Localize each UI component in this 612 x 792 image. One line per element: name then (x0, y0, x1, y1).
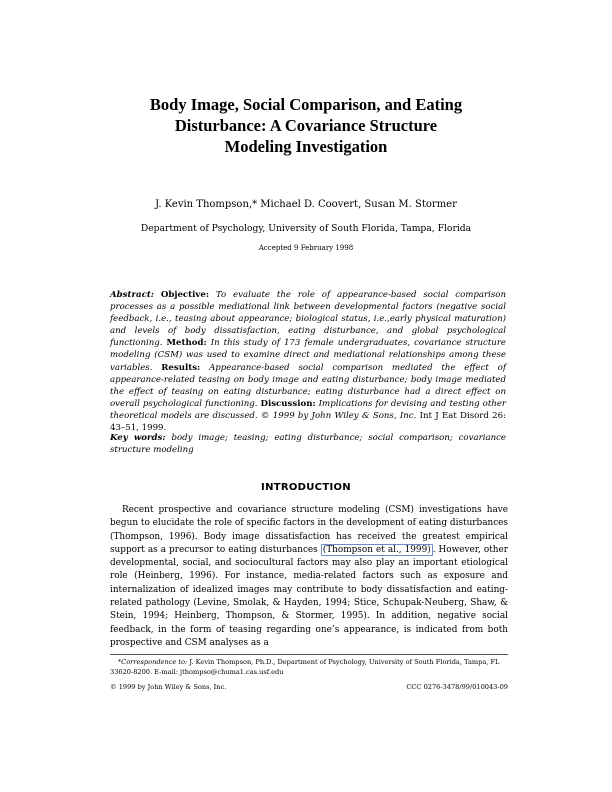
abstract-label: Abstract: (110, 290, 154, 300)
method-label: Method: (166, 338, 207, 349)
copyright-notice: © 1999 by John Wiley & Sons, Inc. (110, 683, 227, 691)
correspondence-footnote (110, 657, 508, 677)
keywords-text: body image; teasing; eating disturbance; social comparison; covariance structure modeling (110, 433, 507, 456)
journal-citation: Int J Eat Disord 26: 43–51, 1999. (110, 410, 506, 434)
discussion-text: Implications for devising and testing other theoretical models are discussed. © 1999 by John Wiley & Sons, Inc. (110, 398, 507, 421)
discussion-label: Discussion: (260, 398, 316, 409)
title-line: Disturbance: A Covariance Structure (174, 116, 438, 135)
keywords (110, 432, 506, 456)
correspondence-label: *Correspondence to: (118, 658, 188, 666)
reference-link[interactable]: (Thompson et al., 1999) (322, 544, 431, 555)
ccc-code: CCC 0276-3478/99/010043-09 (406, 683, 508, 691)
objective-label: Objective: (160, 290, 210, 300)
intro-text: . However, other developmental, social, and sociocultural factors may also play an important etiological role (Heinberg, 1996). For instance, media-related factors such as exposure and internalization of idealized images may contribute to body dissatisfaction and eating-related pathology (Levine, Smolak, & Hayden, 1994; Stice, Schupak-Neuberg, Shaw, & Stein, 1994; Heinberg, Thompson, & Stormer, 1995). In addition, negative social feedback, in the form of teasing regarding one’s appearance, is indicated from both prospective and CSM analyses as a (110, 544, 508, 648)
accepted-date: Accepted 9 February 1998 (258, 244, 354, 252)
method-text: In this study of 173 female undergraduates, covariance structure modeling (CSM) was used to examine direct and mediational relationships among these variables. (110, 338, 507, 373)
keywords-label: Key words: (110, 433, 166, 443)
correspondence-text: J. Kevin Thompson, Ph.D., Department of Psychology, University of South Florida, Tampa, FL 33620-8200. E-mail: jthompso@chuma1.cas.usf.edu (110, 658, 500, 676)
title-line: Body Image, Social Comparison, and Eating (149, 95, 463, 114)
intro-text: Recent prospective and covariance structure modeling (CSM) investigations have begun to elucidate the role of specific factors in the development of eating disturbances (Thompson, 1996). Body image dissatisfaction has received the greatest empirical support as a precursor to eating disturbances (110, 505, 508, 555)
article-title (60, 94, 552, 157)
abstract (110, 289, 506, 434)
section-heading: INTRODUCTION (261, 482, 351, 493)
author-affiliation: Department of Psychology, University of South Florida, Tampa, Florida (140, 223, 472, 234)
results-text: Appearance-based social comparison mediated the effect of appearance-related teasing on body image and eating disturbance; body image mediated the effect of teasing on eating disturbance; eating disturbance had a direct effect on overall psychological functioning. (110, 362, 507, 409)
introduction-paragraph (110, 504, 508, 650)
results-label: Results: (161, 362, 201, 373)
author-list: J. Kevin Thompson,* Michael D. Coovert, Susan M. Stormer (155, 199, 457, 210)
title-line: Modeling Investigation (224, 137, 388, 156)
objective-text: To evaluate the role of appearance-based social comparison processes as a possible mediational link between developmental factors (negative social feedback, i.e., teasing about appearance; biological status, i.e.,early physical maturation) and levels of body dissatisfaction, eating disturbance, and global psychological functioning. (110, 290, 507, 349)
footnote-divider (110, 654, 508, 655)
